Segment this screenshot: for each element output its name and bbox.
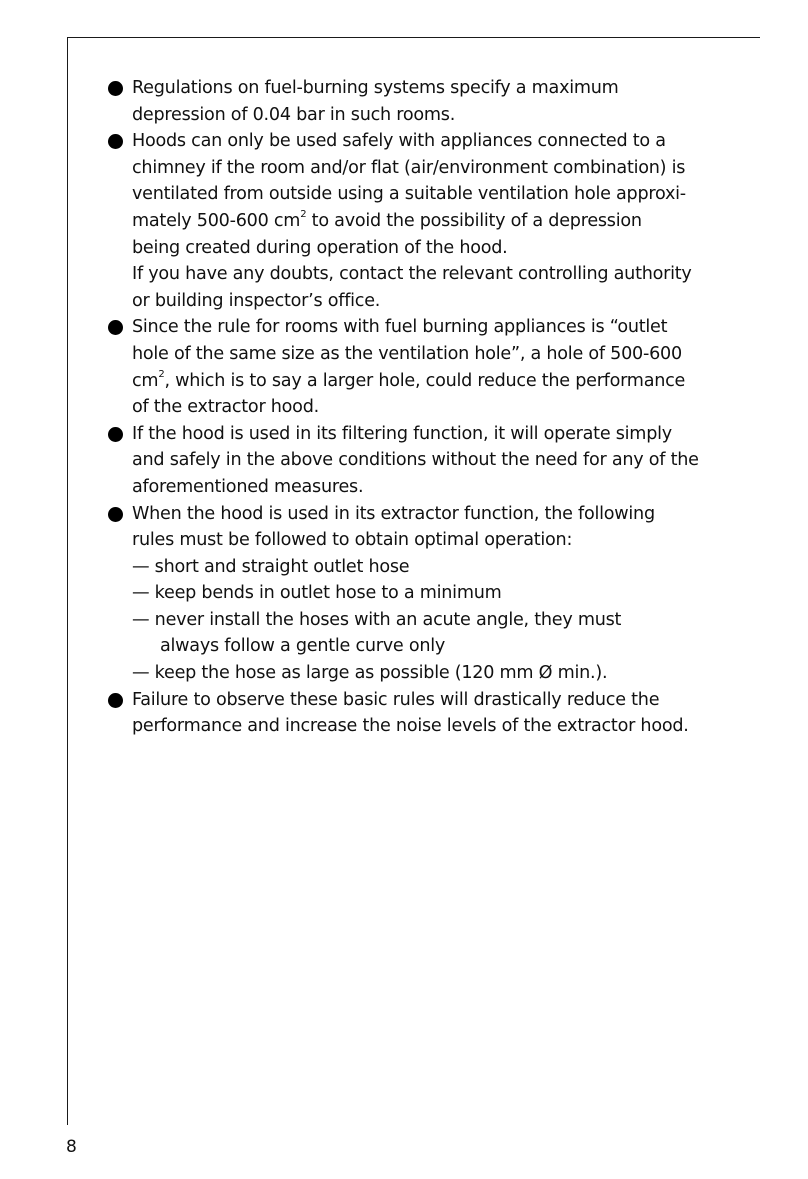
text-line-with-superscript [132,368,758,395]
text-line: ventilated from outside using a suitable ventilation hole approxi- [132,184,686,205]
text-line: When the hood is used in its extractor function, the following [132,503,655,524]
text-line: aforementioned measures. [132,476,364,497]
text-line: and safely in the above conditions without the need for any of the [132,450,699,471]
text-fragment: mately 500-600 cm [132,210,301,231]
bullet-item-failure-warning [108,687,758,740]
dash-rule-item: — short and straight outlet hose [132,556,410,577]
text-fragment: , which is to say a larger hole, could reduce the performance [164,370,686,391]
text-line: of the extractor hood. [132,397,319,418]
text-line-with-superscript [132,208,758,235]
page-number: 8 [66,1137,77,1157]
text-line: Since the rule for rooms with fuel burning appliances is “outlet [132,317,668,338]
bullet-dot-icon [108,427,123,442]
text-fragment: cm [132,370,159,391]
text-line: chimney if the room and/or flat (air/environment combination) is [132,157,686,178]
text-line: Regulations on fuel-burning systems specify a maximum [132,78,619,98]
text-line: If the hood is used in its filtering function, it will operate simply [132,423,672,444]
dash-rule-item: — keep the hose as large as possible (120 mm Ø min.). [132,663,608,684]
text-line: performance and increase the noise levels of the extractor hood. [132,716,689,737]
text-line: depression of 0.04 bar in such rooms. [132,104,456,125]
frame-top-rule [67,37,760,38]
bullet-item-filtering-function [108,421,758,501]
bullet-item-regulations [108,75,758,128]
bullet-dot-icon [108,320,123,335]
text-line: hole of the same size as the ventilation hole”, a hole of 500-600 [132,343,682,364]
dash-rule-item: — keep bends in outlet hose to a minimum [132,583,502,604]
dash-rule-item: — never install the hoses with an acute angle, they must [132,609,622,630]
text-fragment: to avoid the possibility of a depression [306,210,642,231]
bullet-item-outlet-hole [108,314,758,420]
superscript: 2 [158,368,165,380]
bullet-dot-icon [108,693,123,708]
frame-left-rule [67,37,68,1125]
text-line: Failure to observe these basic rules will drastically reduce the [132,689,660,710]
text-line: If you have any doubts, contact the relevant controlling authority [132,264,692,285]
text-line: being created during operation of the hood. [132,237,508,258]
text-line: rules must be followed to obtain optimal operation: [132,530,573,551]
superscript: 2 [300,209,307,221]
bullet-dot-icon [108,81,123,96]
dash-rule-continuation: always follow a gentle curve only [160,636,446,657]
text-line: or building inspector’s office. [132,290,381,311]
text-line: Hoods can only be used safely with appliances connected to a [132,131,666,152]
bullet-dot-icon [108,134,123,149]
bullet-dot-icon [108,507,123,522]
instructions-text [108,75,758,740]
bullet-item-extractor-function [108,501,758,687]
bullet-item-hoods-chimney [108,128,758,314]
